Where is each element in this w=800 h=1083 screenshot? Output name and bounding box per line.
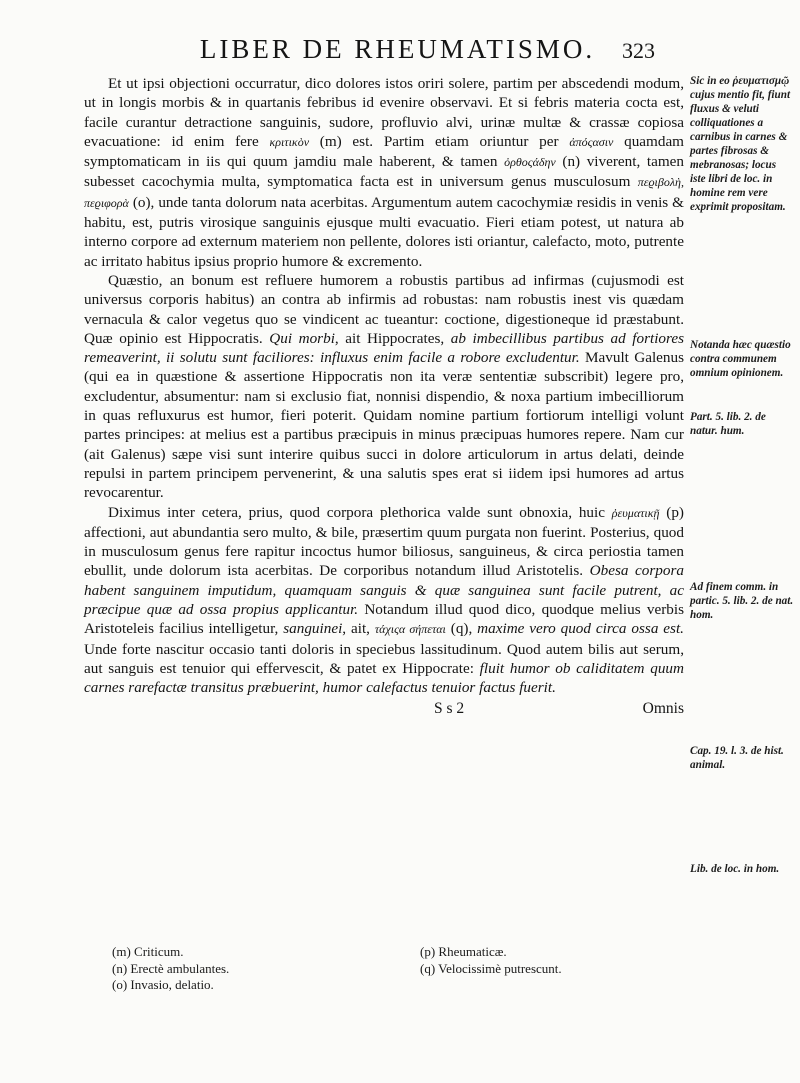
footnote-n: (n) Erectè ambulantes.: [112, 960, 230, 976]
signature-line: [84, 699, 684, 718]
main-text: [84, 74, 684, 718]
text-run: Unde forte nascitur occasio tanti doloris in speciebus lassitudinum. Quod autem bilis aut serum, aut sanguis est tenuior qui effervescit, & patet ex Hippocrate:: [84, 640, 684, 677]
text-run: (m) est. Partim etiam oriuntur per: [309, 132, 570, 150]
signature-mark: S s 2: [434, 699, 465, 717]
margin-note-1: Sic in eo ῥευματισμῷ cujus mentio fit, fiunt fluxus & veluti colliquationes a carnibus in carnes & partes fibrosas & mebranosas; locus iste libri de loc. in homine rem vere exprimit propositam.: [690, 75, 791, 213]
footnotes-right: [420, 944, 562, 977]
margin-note-2: Notanda hæc quæstio contra communem omnium opinionem.: [690, 339, 791, 379]
italic-quote: ab imbecillibus partibus ad fortiores remeaverint, ii solutu sunt faciliores: influxus enim facile a robore excludentur.: [84, 329, 685, 367]
paragraph-1: [84, 74, 684, 271]
greek-term: κριτικὸν: [269, 134, 310, 149]
greek-term: τάχιςα σήπεται: [374, 622, 446, 637]
margin-note-6: Lib. de loc. in hom.: [690, 863, 780, 875]
text-run: Mavult Galenus (qui ea in quæstione & assertione Hippocratis non ita veræ sententiæ subscribit) legere pro, excludentur, absumentur: nam si exclusio fiat, nonnisi dispendio, & noxa partium imbecilliorum in quas refluxurus est humor, fieri poterit. Quidam nomine partium fortiorum intelligi volunt partes principes: at melius est a partibus præcipuis in minus præcipuas humores repere. Nam cur (ait Galenus) sæpe visi sunt interire quibus succi in dolore articulorum in artus delati, deinde repulsi in partem principem pervenerint, & una salutis spes erat si iidem ipsi humores ad artus revocarentur.: [84, 349, 684, 502]
italic-quote: fluit humor ob caliditatem quum carnes rarefactæ transitus præbuerint, humor calefactus tenuior factus fuerit.: [84, 659, 684, 697]
footnote-o: (o) Invasio, delatio.: [112, 977, 214, 992]
page-number: 323: [622, 38, 655, 63]
text-run: quamdam symptomaticam in iis qui quum jamdiu male haberent, & tamen: [84, 132, 684, 171]
text-run: , ait Hippocrates,: [334, 329, 451, 347]
margin-note-3: Part. 5. lib. 2. de natur. hum.: [690, 411, 766, 437]
running-head: LIBER DE RHEUMATISMO.: [199, 34, 596, 64]
italic-quote: sanguinei: [283, 620, 343, 638]
italic-quote: Obesa corpora habent sanguinem imputidum, quamquam sanguis & quæ sanguinea sunt facile putrent, ac præcipue quæ ad ossa propius applicantur.: [84, 562, 684, 619]
greek-term: ῥευματικῇ: [611, 505, 660, 520]
text-run: (n) viverent, tamen subesset cacochymia multa, symptomatica facta est in universum genus musculosum: [84, 153, 685, 191]
greek-term: πεϱιβολὴ, πεϱιφορὰ: [84, 175, 684, 210]
text-run: Et ut ipsi objectioni occurratur, dico dolores istos oriri solere, partim per abscedendi modum, ut in longis morbis & in quartanis febribus id evenire observavi. Et si febris materia cocta est, facile curantur detractione sanguinis, sudore, profluvio alvi, urinæ multæ & crassæ copiosa evacuatione: id enim fere: [84, 75, 684, 150]
text-run: (q),: [445, 620, 478, 638]
catchword: Omnis: [642, 699, 684, 717]
paragraph-3: [84, 503, 684, 698]
greek-term: ὀρθοςάδην: [504, 155, 556, 170]
italic-quote: maxime vero quod circa ossa est.: [477, 620, 684, 638]
footnote-q: (q) Velocissimè putrescunt.: [420, 960, 562, 976]
text-run: , ait,: [342, 620, 375, 638]
text-run: Notandum illud quod dico, quodque melius verbis Aristoteleis facilius intelligetur,: [84, 601, 684, 638]
text-run: Quæstio, an bonum est refluere humorem a robustis partibus ad infirmas (cujusmodi est universus corporis habitus) an contra ab infirmis ad robustas: nam robustis inest vis quædam vernacula & calor vegetus quo se vindicent ac tueantur: coctione, digestioneque id præstabunt. Quæ opinio est Hippocratis.: [84, 271, 684, 347]
greek-term: ἀπόςασιν: [569, 134, 614, 149]
footnotes-left: [112, 944, 229, 994]
text-run: (o), unde tanta dolorum nata acerbitas. Argumentum autem cacochymiæ residis in venis & habitu, est, putris virosique sanguinis ejusque multi evacuatio. Fieri etiam potest, ut natura ab interno corpore ad externum materiem non pellente, dolores isti oriantur, calefacto, moto, putrente ac irritato habitus ipsius proprio humore & excremento.: [84, 193, 684, 270]
footnote-m: (m) Criticum.: [112, 944, 184, 959]
footnote-p: (p) Rheumaticæ.: [420, 944, 507, 959]
text-run: Diximus inter cetera, prius, quod corpora plethorica valde sunt obnoxia, huic: [108, 503, 612, 521]
text-run: (p) affectioni, aut abundantia sero multo, & bile, præsertim quum purgata non fuerint. Posterius, quod in musculosum genus fere rapitur incoctus humor biliosus, sanguineus, & circa periostia tamen ebullit, unde dolorum ista acerbitas. De corporibus notandum illud Aristotelis.: [84, 503, 684, 580]
margin-note-4: Ad finem comm. in partic. 5. lib. 2. de nat. hom.: [690, 581, 794, 621]
margin-note-5: Cap. 19. l. 3. de hist. animal.: [690, 745, 784, 771]
paragraph-2: [84, 271, 684, 503]
italic-quote: Qui morbi: [269, 329, 335, 347]
